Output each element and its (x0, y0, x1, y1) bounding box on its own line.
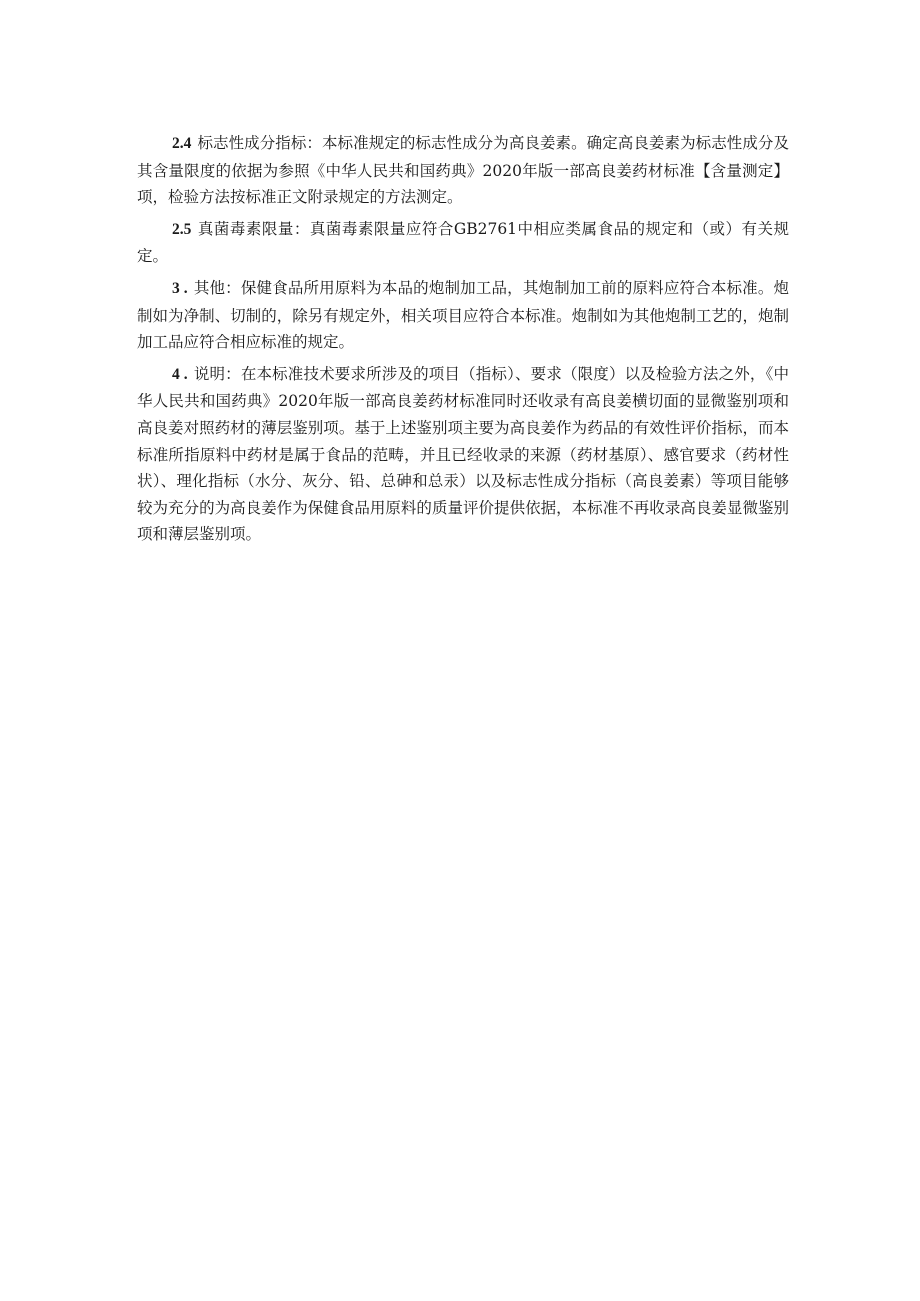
paragraph-text: 真菌毒素限量：真菌毒素限量应符合GB2761中相应类属食品的规定和（或）有关规定。 (137, 219, 789, 266)
paragraph-text: 其他：保健食品所用原料为本品的炮制加工品，其炮制加工前的原料应符合本标准。炮制如为净制、切制的，除另有规定外，相关项目应符合本标准。炮制如为其他炮制工艺的，炮制加工品应符合相应标准的规定。 (137, 278, 789, 352)
section-number: 2.4 (172, 135, 192, 152)
document-body (137, 130, 789, 553)
paragraph-text: 说明：在本标准技术要求所涉及的项目（指标）、要求（限度）以及检验方法之外，《中华人民共和国药典》2020年版一部高良姜药材标准同时还收录有高良姜横切面的显微鉴别项和高良姜对照药材的薄层鉴别项。基于上述鉴别项主要为高良姜作为药品的有效性评价指标，而本标准所指原料中药材是属于食品的范畴，并且已经收录的来源（药材基原）、感官要求（药材性状）、理化指标（水分、灰分、铅、总砷和总汞）以及标志性成分指标（高良姜素）等项目能够较为充分的为高良姜作为保健食品用原料的质量评价提供依据，本标准不再收录高良姜显微鉴别项和薄层鉴别项。 (137, 364, 789, 544)
section-number: 2.5 (172, 220, 192, 238)
section-number: 4 . (172, 365, 188, 383)
paragraph-3 (137, 275, 789, 356)
section-number: 3 . (172, 279, 188, 297)
paragraph-2-5 (137, 216, 789, 270)
paragraph-text: 标志性成分指标：本标准规定的标志性成分为高良姜素。确定高良姜素为标志性成分及其含量限度的依据为参照《中华人民共和国药典》2020年版一部高良姜药材标准【含量测定】项，检验方法按标准正文附录规定的方法测定。 (137, 134, 789, 207)
paragraph-2-4 (137, 130, 789, 211)
paragraph-4 (137, 361, 789, 548)
